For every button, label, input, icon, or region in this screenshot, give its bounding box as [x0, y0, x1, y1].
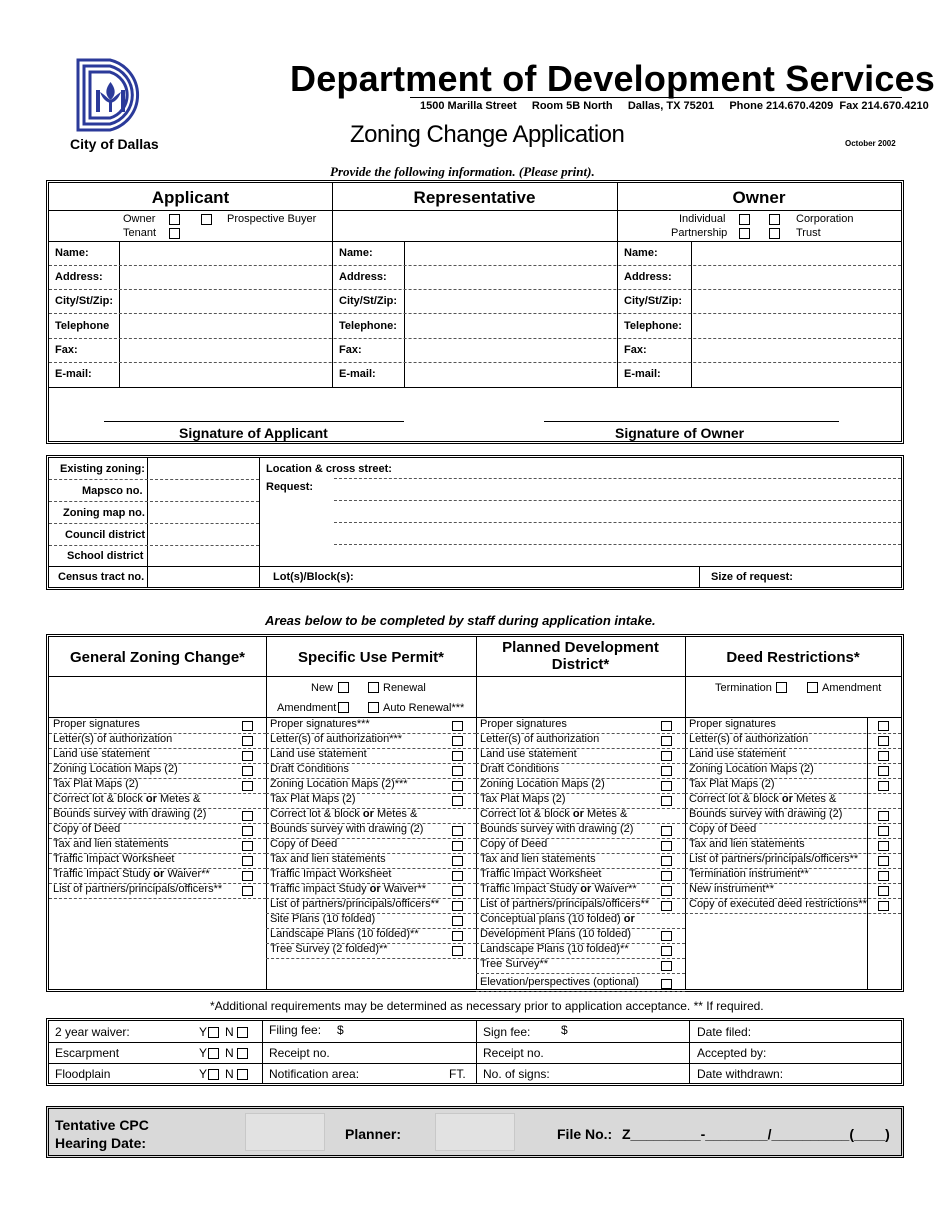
dr-item: Land use statement	[689, 748, 786, 760]
form-title: Zoning Change Application	[350, 121, 625, 148]
pdd-checkbox[interactable]	[661, 979, 672, 989]
escarpment-label: Escarpment	[55, 1046, 120, 1060]
sup-item: List of partners/principals/officers**	[270, 898, 440, 910]
file-no-template[interactable]: Z_________-________/__________(____)	[622, 1126, 890, 1142]
applicant-address-label: Address:	[55, 271, 103, 283]
pdd-item: Bounds survey with drawing (2)	[480, 823, 634, 835]
owner-telephone-label: Telephone:	[624, 320, 682, 332]
applicant-city-label: City/St/Zip:	[55, 295, 114, 307]
location-label: Location & cross street:	[266, 463, 392, 475]
dr-item: Proper signatures	[689, 718, 776, 730]
pdd-item: Letter(s) of authorization	[480, 733, 600, 745]
owner-signature-label: Signature of Owner	[615, 425, 745, 441]
sup-renewal-label: Renewal	[383, 682, 426, 694]
waiver-no-checkbox[interactable]	[237, 1027, 248, 1038]
pdd-checkbox[interactable]	[661, 946, 672, 956]
gzc-checkbox[interactable]	[242, 841, 253, 851]
gzc-checkbox[interactable]	[242, 826, 253, 836]
gzc-checkbox[interactable]	[242, 871, 253, 881]
pdd-item: Tax Plat Maps (2)	[480, 793, 566, 805]
gzc-checkbox[interactable]	[242, 766, 253, 776]
sup-checkbox[interactable]	[452, 751, 463, 761]
sup-amendment-checkbox[interactable]	[338, 702, 349, 713]
sup-item: Landscape Plans (10 folded)**	[270, 928, 419, 940]
zoning-map-label: Zoning map no.	[63, 507, 145, 519]
dr-item: Tax Plat Maps (2)	[689, 778, 775, 790]
owner-signature-line[interactable]	[544, 421, 839, 422]
escarpment-yes-checkbox[interactable]	[208, 1048, 219, 1059]
filing-fee-dollar: $	[337, 1023, 344, 1037]
council-district-label: Council district	[65, 529, 146, 541]
gzc-checkbox[interactable]	[242, 736, 253, 746]
pdd-item: Copy of Deed	[480, 838, 548, 850]
pdd-checkbox[interactable]	[661, 886, 672, 896]
sup-item: Copy of Deed	[270, 838, 338, 850]
sup-checkbox[interactable]	[452, 856, 463, 866]
gzc-item: Proper signatures	[53, 718, 140, 730]
owner-fax-label: Fax:	[624, 344, 647, 356]
sup-amendment-label: Amendment	[277, 702, 337, 714]
census-tract-label: Census tract no.	[58, 571, 145, 583]
gzc-item: Traffic Impact Worksheet	[53, 853, 175, 865]
sup-title: Specific Use Permit*	[298, 649, 444, 666]
owner-type-trust-checkbox[interactable]	[769, 228, 780, 239]
sup-item: Proper signatures***	[270, 718, 370, 730]
dr-item: List of partners/principals/officers**	[689, 853, 859, 865]
applicant-name-label: Name:	[55, 247, 89, 259]
pdd-item: Proper signatures	[480, 718, 567, 730]
sup-item: Correct lot & block or Metes &	[270, 808, 418, 820]
dr-checkbox[interactable]	[878, 856, 889, 866]
gzc-item: Traffic Impact Study or Waiver**	[53, 868, 210, 880]
pdd-item: Land use statement	[480, 748, 577, 760]
staff-note: Areas below to be completed by staff during application intake.	[265, 613, 656, 628]
sup-item: Bounds survey with drawing (2)	[270, 823, 424, 835]
sup-renewal-checkbox[interactable]	[368, 682, 379, 693]
receipt2-label: Receipt no.	[483, 1046, 544, 1060]
dr-row-divider	[685, 913, 901, 914]
gzc-item: Letter(s) of authorization	[53, 733, 173, 745]
gzc-item: Land use statement	[53, 748, 150, 760]
sup-item: Traffic Impact Worksheet	[270, 868, 392, 880]
gzc-item: Copy of Deed	[53, 823, 121, 835]
pdd-checkbox[interactable]	[661, 901, 672, 911]
pdd-item: Development Plans (10 folded)	[480, 928, 632, 940]
dr-termination-checkbox[interactable]	[776, 682, 787, 693]
rep-address-label: Address:	[339, 271, 387, 283]
applicant-signature-label: Signature of Applicant	[179, 425, 328, 441]
notification-ft: FT.	[449, 1067, 466, 1081]
cpc-label-line2: Hearing Date:	[55, 1135, 147, 1151]
pdd-item: Zoning Location Maps (2)	[480, 778, 605, 790]
dr-item: Tax and lien statements	[689, 838, 805, 850]
sup-checkbox[interactable]	[452, 736, 463, 746]
fees-section	[46, 1018, 904, 1086]
pdd-title-line2: District*	[551, 656, 610, 673]
sup-auto-renewal-label: Auto Renewal***	[383, 702, 465, 714]
owner-type-individual-checkbox[interactable]	[739, 214, 750, 225]
pdd-checkbox[interactable]	[661, 871, 672, 881]
form-date: October 2002	[845, 139, 896, 148]
gzc-item: Tax and lien statements	[53, 838, 169, 850]
checklist-section	[46, 634, 904, 992]
city-name: City of Dallas	[70, 136, 159, 152]
pdd-checkbox[interactable]	[661, 961, 672, 971]
pdd-item: Tree Survey**	[480, 958, 549, 970]
pdd-item: Tax and lien statements	[480, 853, 596, 865]
sup-checkbox[interactable]	[452, 766, 463, 776]
city-of-dallas-logo-icon	[72, 56, 150, 134]
rep-fax-label: Fax:	[339, 344, 362, 356]
sup-checkbox[interactable]	[452, 796, 463, 806]
sup-checkbox[interactable]	[452, 916, 463, 926]
applicant-type-buyer-label: Prospective Buyer	[227, 213, 317, 225]
dr-checkbox[interactable]	[878, 811, 889, 821]
pdd-checkbox[interactable]	[661, 931, 672, 941]
department-title: Department of Development Services	[290, 58, 936, 99]
owner-type-corporation-checkbox[interactable]	[769, 214, 780, 225]
gzc-checkbox[interactable]	[242, 751, 253, 761]
file-info-section	[46, 1106, 904, 1158]
size-of-request-label: Size of request:	[711, 571, 793, 583]
pdd-item: Elevation/perspectives (optional)	[480, 976, 639, 988]
sup-item: Letter(s) of authorization***	[270, 733, 403, 745]
pdd-checkbox[interactable]	[661, 796, 672, 806]
planner-label: Planner:	[345, 1126, 402, 1142]
cpc-label-line1: Tentative CPC	[55, 1117, 149, 1133]
existing-zoning-label: Existing zoning:	[60, 463, 145, 475]
owner-type-trust-label: Trust	[796, 227, 821, 239]
school-district-label: School district	[67, 550, 144, 562]
dr-checkbox[interactable]	[878, 781, 889, 791]
accepted-by-label: Accepted by:	[697, 1046, 767, 1060]
pdd-item: Conceptual plans (10 folded) or	[480, 913, 635, 925]
owner-email-label: E-mail:	[624, 368, 661, 380]
date-withdrawn-label: Date withdrawn:	[697, 1067, 784, 1081]
waiver-n-label: N	[225, 1025, 234, 1039]
pdd-checkbox[interactable]	[661, 856, 672, 866]
gzc-row-divider	[49, 898, 266, 899]
rep-name-label: Name:	[339, 247, 373, 259]
pdd-item: Landscape Plans (10 folded)**	[480, 943, 629, 955]
pdd-item: Draft Conditions	[480, 763, 559, 775]
pdd-item: Correct lot & block or Metes &	[480, 808, 628, 820]
dr-item: Termination instrument**	[689, 868, 809, 880]
pdd-checkbox[interactable]	[661, 736, 672, 746]
applicant-type-owner-checkbox[interactable]	[169, 214, 180, 225]
owner-type-partnership-label: Partnership	[671, 227, 728, 239]
pdd-row-divider	[476, 973, 685, 974]
pdd-item: Traffic Impact Study or Waiver**	[480, 883, 637, 895]
lots-blocks-label: Lot(s)/Block(s):	[273, 571, 354, 583]
applicant-title: Applicant	[151, 188, 230, 207]
dr-item: Correct lot & block or Metes &	[689, 793, 837, 805]
dr-title: Deed Restrictions*	[726, 649, 860, 666]
dr-item: Copy of Deed	[689, 823, 757, 835]
applicant-telephone-label: Telephone	[55, 320, 110, 332]
dr-checkbox[interactable]	[878, 871, 889, 881]
representative-title: Representative	[413, 188, 536, 207]
sup-item: Tax Plat Maps (2)	[270, 793, 356, 805]
footnote: *Additional requirements may be determined as necessary prior to application acceptance. ** If required.	[210, 999, 764, 1013]
rep-email-label: E-mail:	[339, 368, 376, 380]
sup-checkbox[interactable]	[452, 946, 463, 956]
parties-section	[46, 180, 904, 444]
pdd-item: List of partners/principals/officers**	[480, 898, 650, 910]
dr-item: Letter(s) of authorization	[689, 733, 809, 745]
dr-checkbox[interactable]	[878, 766, 889, 776]
waiver-yes-checkbox[interactable]	[208, 1027, 219, 1038]
gzc-checkbox[interactable]	[242, 811, 253, 821]
sup-item: Zoning Location Maps (2)***	[270, 778, 408, 790]
owner-address-label: Address:	[624, 271, 672, 283]
gzc-item: Bounds survey with drawing (2)	[53, 808, 207, 820]
property-section	[46, 455, 904, 590]
dr-checkbox[interactable]	[878, 721, 889, 731]
gzc-item: Correct lot & block or Metes &	[53, 793, 201, 805]
dr-item: New instrument**	[689, 883, 774, 895]
dr-item: Copy of executed deed restrictions**	[689, 898, 867, 910]
pdd-checkbox[interactable]	[661, 826, 672, 836]
pdd-checkbox[interactable]	[661, 841, 672, 851]
owner-type-individual-label: Individual	[679, 213, 726, 225]
dr-checkbox[interactable]	[878, 886, 889, 896]
rep-city-label: City/St/Zip:	[339, 295, 398, 307]
pdd-checkbox[interactable]	[661, 721, 672, 731]
notification-label: Notification area:	[269, 1067, 360, 1081]
dr-item: Bounds survey with drawing (2)	[689, 808, 843, 820]
dr-checkbox[interactable]	[878, 901, 889, 911]
owner-type-corporation-label: Corporation	[796, 213, 854, 225]
applicant-type-buyer-checkbox[interactable]	[201, 214, 212, 225]
pdd-title-line1: Planned Development	[502, 639, 659, 656]
gzc-item: Tax Plat Maps (2)	[53, 778, 139, 790]
owner-name-label: Name:	[624, 247, 658, 259]
file-no-label: File No.:	[557, 1126, 613, 1142]
gzc-checkbox[interactable]	[242, 721, 253, 731]
gzc-checkbox[interactable]	[242, 781, 253, 791]
sup-auto-renewal-checkbox[interactable]	[368, 702, 379, 713]
owner-type-partnership-checkbox[interactable]	[739, 228, 750, 239]
applicant-type-owner-label: Owner	[123, 213, 156, 225]
sup-item: Site Plans (10 folded)	[270, 913, 376, 925]
request-label: Request:	[266, 481, 314, 493]
mapsco-label: Mapsco no.	[82, 485, 143, 497]
gzc-checkbox[interactable]	[242, 886, 253, 896]
sup-checkbox[interactable]	[452, 871, 463, 881]
signs-label: No. of signs:	[483, 1067, 550, 1081]
sup-new-checkbox[interactable]	[338, 682, 349, 693]
escarpment-n-label: N	[225, 1046, 234, 1060]
sup-item: Draft Conditions	[270, 763, 349, 775]
pdd-checkbox[interactable]	[661, 781, 672, 791]
gzc-item: Zoning Location Maps (2)	[53, 763, 178, 775]
applicant-type-tenant-label: Tenant	[123, 227, 157, 239]
sup-row-divider	[266, 958, 476, 959]
sign-fee-label: Sign fee:	[483, 1025, 531, 1039]
pdd-item: Traffic Impact Worksheet	[480, 868, 602, 880]
gzc-title: General Zoning Change*	[69, 649, 246, 666]
receipt-label: Receipt no.	[269, 1046, 330, 1060]
waiver-label: 2 year waiver:	[55, 1025, 130, 1039]
dr-termination-label: Termination	[715, 682, 772, 694]
department-address: 1500 Marilla Street Room 5B North Dallas, TX 75201 Phone 214.670.4209 Fax 214.670.4210	[420, 100, 929, 112]
dr-checkbox[interactable]	[878, 826, 889, 836]
sup-checkbox[interactable]	[452, 841, 463, 851]
instruction-text: Provide the following information. (Please print).	[330, 164, 595, 179]
gzc-item: List of partners/principals/officers**	[53, 883, 223, 895]
rep-telephone-label: Telephone:	[339, 320, 397, 332]
sup-new-label: New	[311, 682, 334, 694]
floodplain-label: Floodplain	[55, 1067, 111, 1081]
dr-item: Zoning Location Maps (2)	[689, 763, 814, 775]
filing-fee-label: Filing fee:	[269, 1023, 322, 1037]
sup-item: Tax and lien statements	[270, 853, 386, 865]
floodplain-y-label: Y	[199, 1067, 208, 1081]
pdd-checkbox[interactable]	[661, 766, 672, 776]
sup-checkbox[interactable]	[452, 826, 463, 836]
date-filed-label: Date filed:	[697, 1025, 752, 1039]
sup-item: Tree Survey (2 folded)**	[270, 943, 388, 955]
gzc-checkbox[interactable]	[242, 856, 253, 866]
sup-item: Land use statement	[270, 748, 367, 760]
sup-checkbox[interactable]	[452, 901, 463, 911]
sup-checkbox[interactable]	[452, 781, 463, 791]
applicant-fax-label: Fax:	[55, 344, 78, 356]
dr-checkbox[interactable]	[878, 751, 889, 761]
sign-fee-dollar: $	[561, 1023, 568, 1037]
header-rule	[410, 97, 902, 98]
escarpment-no-checkbox[interactable]	[237, 1048, 248, 1059]
escarpment-y-label: Y	[199, 1046, 208, 1060]
pdd-row-divider	[476, 991, 685, 992]
sup-checkbox[interactable]	[452, 721, 463, 731]
owner-title: Owner	[732, 188, 786, 207]
floodplain-yes-checkbox[interactable]	[208, 1069, 219, 1080]
dr-checkbox[interactable]	[878, 736, 889, 746]
floodplain-no-checkbox[interactable]	[237, 1069, 248, 1080]
dr-amendment-label: Amendment	[822, 682, 882, 694]
waiver-y-label: Y	[199, 1025, 208, 1039]
dr-amendment-checkbox[interactable]	[807, 682, 818, 693]
applicant-email-label: E-mail:	[55, 368, 92, 380]
owner-city-label: City/St/Zip:	[624, 295, 683, 307]
dr-checkbox[interactable]	[878, 841, 889, 851]
sup-checkbox[interactable]	[452, 931, 463, 941]
floodplain-n-label: N	[225, 1067, 234, 1081]
pdd-checkbox[interactable]	[661, 751, 672, 761]
applicant-signature-line[interactable]	[104, 421, 404, 422]
applicant-type-tenant-checkbox[interactable]	[169, 228, 180, 239]
sup-item: Traffic impact Study or Waiver**	[270, 883, 427, 895]
sup-checkbox[interactable]	[452, 886, 463, 896]
